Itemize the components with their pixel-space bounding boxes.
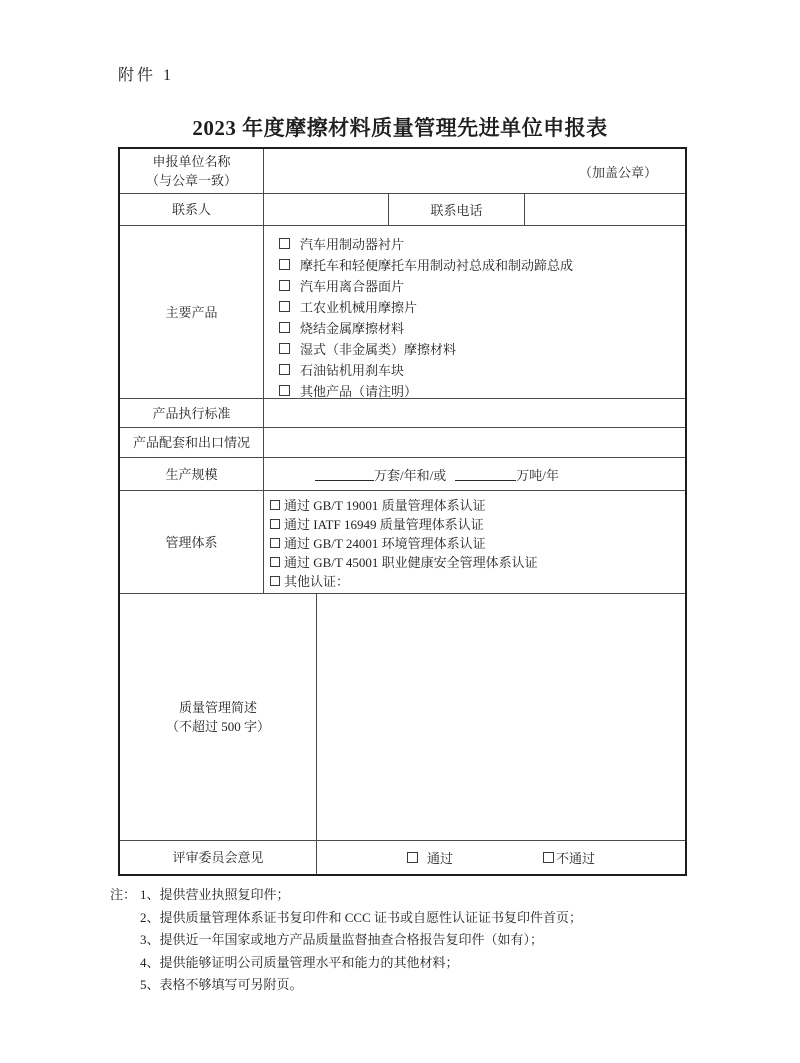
main-products-label: 主要产品 bbox=[120, 226, 264, 398]
row-product-support bbox=[120, 428, 685, 458]
product-support-input[interactable] bbox=[264, 428, 685, 457]
review-fail-option bbox=[543, 848, 595, 867]
review-opinion-label: 评审委员会意见 bbox=[120, 841, 317, 874]
option-label: 通过 GB/T 24001 环境管理体系认证 bbox=[284, 536, 486, 551]
option-label: 烧结金属摩擦材料 bbox=[300, 321, 405, 336]
management-system-option bbox=[270, 552, 685, 571]
note-line bbox=[110, 884, 710, 907]
row-main-products bbox=[120, 226, 685, 399]
checkbox-icon[interactable] bbox=[407, 852, 418, 863]
production-scale-label: 生产规模 bbox=[120, 458, 264, 490]
checkbox-icon[interactable] bbox=[270, 576, 280, 586]
row-review-opinion bbox=[120, 841, 685, 874]
note-line: 2、提供质量管理体系证书复印件和 CCC 证书或自愿性认证证书复印件首页； bbox=[140, 909, 583, 925]
attachment-label: 附件 1 bbox=[118, 67, 175, 84]
checkbox-icon[interactable] bbox=[270, 519, 280, 529]
management-system-option bbox=[270, 533, 685, 552]
quality-summary-input[interactable] bbox=[317, 594, 685, 840]
scale-unit-sets: 万套/年和/或 bbox=[374, 467, 447, 483]
main-product-option bbox=[279, 380, 685, 401]
note-line: 4、提供能够证明公司质量管理水平和能力的其他材料； bbox=[140, 954, 459, 970]
main-product-option bbox=[279, 296, 685, 317]
management-system-options bbox=[264, 491, 685, 593]
row-quality-summary bbox=[120, 594, 685, 841]
product-standard-label: 产品执行标准 bbox=[120, 399, 264, 427]
row-product-standard bbox=[120, 399, 685, 428]
review-pass-label: 通过 bbox=[426, 851, 453, 866]
row-production-scale bbox=[120, 458, 685, 491]
quality-summary-label bbox=[120, 594, 317, 840]
option-label: 其他产品（请注明） bbox=[300, 384, 418, 399]
main-product-option bbox=[279, 233, 685, 254]
management-system-option bbox=[270, 495, 685, 514]
application-form-table bbox=[118, 147, 687, 876]
review-pass-option bbox=[407, 848, 453, 867]
option-label: 石油钻机用刹车块 bbox=[300, 363, 405, 378]
note-line: 5、表格不够填写可另附页。 bbox=[140, 977, 303, 992]
checkbox-icon[interactable] bbox=[270, 557, 280, 567]
applicant-name-label-line1: 申报单位名称 bbox=[152, 154, 231, 169]
main-product-option bbox=[279, 359, 685, 380]
product-standard-input[interactable] bbox=[264, 399, 685, 427]
note-prefix: 注： bbox=[110, 887, 137, 902]
contact-phone-input[interactable] bbox=[525, 194, 685, 225]
option-label: 汽车用制动器衬片 bbox=[300, 237, 405, 252]
checkbox-icon[interactable] bbox=[270, 538, 280, 548]
scale-blank-sets[interactable] bbox=[315, 467, 374, 481]
product-support-label: 产品配套和出口情况 bbox=[120, 428, 264, 457]
option-label: 通过 GB/T 45001 职业健康安全管理体系认证 bbox=[284, 555, 538, 570]
option-label: 其他认证： bbox=[284, 574, 350, 589]
applicant-name-input[interactable] bbox=[264, 149, 685, 193]
option-label: 通过 IATF 16949 质量管理体系认证 bbox=[284, 517, 484, 532]
note-item: 1、提供营业执照复印件； bbox=[140, 887, 290, 902]
review-options bbox=[317, 841, 685, 874]
scale-blank-tons[interactable] bbox=[455, 467, 516, 481]
management-system-label: 管理体系 bbox=[120, 491, 264, 593]
note-line: 3、提供近一年国家或地方产品质量监督抽查合格报告复印件（如有）； bbox=[140, 932, 544, 947]
main-product-option bbox=[279, 317, 685, 338]
quality-summary-label-line2: （不超过 500 字） bbox=[165, 719, 270, 734]
checkbox-icon[interactable] bbox=[543, 852, 554, 863]
management-system-option bbox=[270, 514, 685, 533]
contact-phone-label: 联系电话 bbox=[389, 194, 525, 225]
option-label: 汽车用离合器面片 bbox=[300, 279, 405, 294]
option-label: 湿式（非金属类）摩擦材料 bbox=[300, 342, 457, 357]
contact-name-label: 联系人 bbox=[120, 194, 264, 225]
main-product-option bbox=[279, 254, 685, 275]
management-system-option bbox=[270, 571, 685, 590]
seal-hint: （加盖公章） bbox=[578, 164, 657, 180]
footnotes bbox=[110, 884, 710, 997]
option-label: 工农业机械用摩擦片 bbox=[300, 300, 418, 315]
scale-unit-tons: 万吨/年 bbox=[516, 467, 559, 483]
checkbox-icon[interactable] bbox=[279, 280, 290, 291]
checkbox-icon[interactable] bbox=[279, 385, 290, 396]
main-product-option bbox=[279, 338, 685, 359]
checkbox-icon[interactable] bbox=[279, 322, 290, 333]
applicant-name-label bbox=[120, 149, 264, 193]
option-label: 通过 GB/T 19001 质量管理体系认证 bbox=[284, 498, 486, 513]
option-label: 摩托车和轻便摩托车用制动衬总成和制动蹄总成 bbox=[300, 258, 574, 273]
production-scale-input-area bbox=[264, 458, 685, 490]
checkbox-icon[interactable] bbox=[279, 238, 290, 249]
checkbox-icon[interactable] bbox=[279, 364, 290, 375]
quality-summary-text bbox=[317, 594, 685, 840]
contact-name-input[interactable] bbox=[264, 194, 389, 225]
page-title: 2023 年度摩擦材料质量管理先进单位申报表 bbox=[192, 116, 608, 140]
applicant-name-label-line2: （与公章一致） bbox=[145, 173, 237, 188]
row-management-system bbox=[120, 491, 685, 594]
checkbox-icon[interactable] bbox=[279, 343, 290, 354]
review-fail-label: 不通过 bbox=[555, 851, 595, 866]
row-applicant-name bbox=[120, 149, 685, 194]
row-contact bbox=[120, 194, 685, 226]
main-product-option bbox=[279, 275, 685, 296]
checkbox-icon[interactable] bbox=[270, 500, 280, 510]
main-products-options bbox=[264, 226, 685, 398]
checkbox-icon[interactable] bbox=[279, 301, 290, 312]
checkbox-icon[interactable] bbox=[279, 259, 290, 270]
quality-summary-label-line1: 质量管理简述 bbox=[178, 700, 257, 715]
